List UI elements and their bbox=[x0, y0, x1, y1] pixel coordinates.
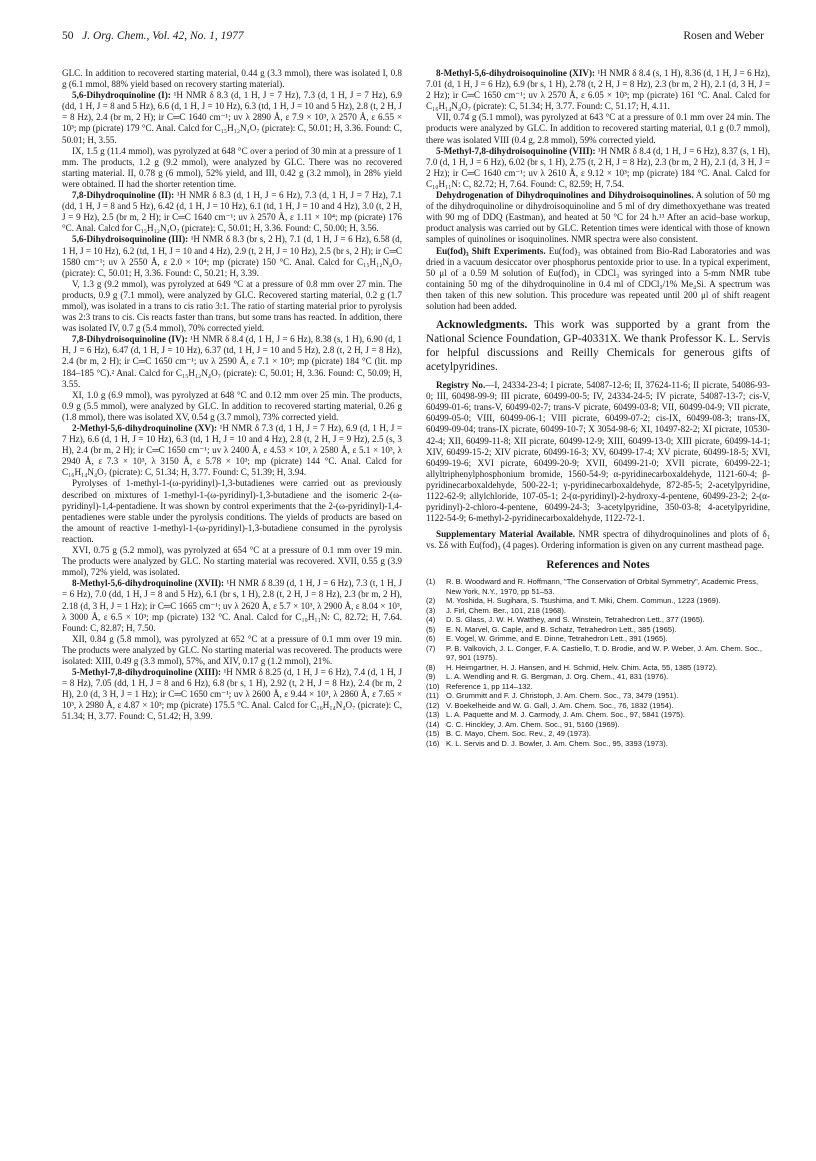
reference-text: M. Yoshida, H. Sugihara, S. Tsushima, and T. Miki, Chem. Commun., 1223 (1969). bbox=[446, 596, 721, 606]
reference-item bbox=[426, 577, 770, 596]
reference-text: B. C. Mayo, Chem. Soc. Rev., 2, 49 (1973). bbox=[446, 729, 591, 739]
reference-text: O. Grummitt and F. J. Christoph, J. Am. Chem. Soc., 73, 3479 (1951). bbox=[446, 691, 679, 701]
paragraph-text: ¹H NMR δ 8.4 (d, 1 H, J = 6 Hz), 8.37 (s, 1 H), 7.0 (d, 1 H, J = 6 Hz), 6.02 (br s, 1 H), 2.75 (t, 2 H, J = 8 Hz), 2.3 (br m, 2 H), 2.1 (d, 3 H, J = 2 Hz); ir C═C 1640 cm⁻¹; uv λ 2610 Å, ε 9.12 × 10³; mp (picrate) 184 °C. Anal. Calcd for C₁₀H₁₁N: C, 82.72; H, 7.64. Found: C, 82.59; H, 7.54. bbox=[426, 145, 770, 189]
reference-number: (16) bbox=[426, 738, 440, 748]
right-paragraphs bbox=[426, 68, 770, 312]
paragraph-text: Pyrolyses of 1-methyl-1-(ω-pyridinyl)-1,3-butadienes were carried out as previously described on mixtures of 1-methyl-1-(ω-pyridinyl)-1,3-butadiene and the isomeric 2-(ω-pyridinyl)-1,4-pentadiene. It was shown by control experiments that the 2-(ω-pyridinyl)-1,4-pentadienes were stable under the pyrolysis conditions. The yields of products are based on the amount of reactive 1-methyl-1-(ω-pyridinyl)-1,3-butadiene consumed in the pyrolysis reaction. bbox=[62, 478, 402, 544]
compound-heading: 5,6-Dihydroisoquinoline (III): bbox=[72, 234, 189, 245]
paragraph bbox=[426, 68, 770, 112]
paragraph-text: ¹H NMR δ 8.3 (br s, 2 H), 7.1 (d, 1 H, J = 6 Hz), 6.58 (d, 1 H, J = 10 Hz), 6.2 (td, 1 H, J = 10 and 4 Hz), 2.9 (t, 2 H, J = 10 Hz), 2.5 (br s, 2 H); ir C═C 1580 cm⁻¹; uv λ 2550 Å, ε 2.0 × 10⁴; mp (picrate) 150 °C. Anal. Calcd for C₁₅H₁₂N₄O₇ (picrate): C, 50.01; H, 3.36. Found: C, 50.21; H, 3.39. bbox=[62, 234, 402, 278]
reference-number: (6) bbox=[426, 634, 436, 644]
reference-text: H. Heimgartner, H. J. Hansen, and H. Schmid, Helv. Chim. Acta, 55, 1385 (1972). bbox=[446, 662, 718, 672]
reference-item bbox=[426, 682, 770, 692]
running-header bbox=[62, 30, 764, 48]
reference-item bbox=[426, 691, 770, 701]
acknowledgments-text: This work was supported by a grant from the National Science Foundation, GP-40331X. We thank Professor K. L. Servis for helpful discussions and Reilly Chemicals for generous gifts of acetylpyridines. bbox=[426, 319, 770, 374]
reference-item bbox=[426, 625, 770, 635]
left-column bbox=[62, 68, 402, 723]
supplementary-text: NMR spectra of dihydroquinolines and plots of δ₁ vs. Σδ with Eu(fod)₃ (4 pages). Ordering information is given on any current masthead page. bbox=[426, 529, 770, 551]
reference-item bbox=[426, 710, 770, 720]
paragraph-text: ¹H NMR δ 8.3 (d, 1 H, J = 7 Hz), 7.3 (d, 1 H, J = 7 Hz), 6.9 (dd, 1 H, J = 8 and 5 Hz), 6.6 (d, 1 H, J = 10 Hz), 6.3 (td, 1 H, J = 10 and 5 Hz), 2.8 (t, 2 H, J = 8 Hz), 2.4 (br m, 2 H); ir C═C 1640 cm⁻¹; uv λ 2890 Å, ε 7.9 × 10³, λ 2570 Å, ε 6.55 × 10³; mp (picrate) 179 °C. Anal. Calcd for C₁₅H₁₂N₄O₇ (picrate): C, 50.01; H, 3.36. Found: C, 50.01; H, 3.55. bbox=[62, 90, 402, 145]
paragraph bbox=[62, 390, 402, 423]
reference-number: (1) bbox=[426, 577, 436, 587]
compound-heading: 8-Methyl-5,6-dihydroquinoline (XVII): bbox=[72, 578, 225, 589]
paragraph-text: A solution of 50 mg of the dihydroquinoline or dihydroisoquinoline and 5 ml of dry dimethoxyethane was treated with 90 mg of DDQ (Eastman), and heated at 50 °C for 24 h.¹³ After an acid–base workup, product analysis was carried out by GLC. Retention times were identical with those of known samples of quinolines or isoquinolines. NMR spectra were also consistent. bbox=[426, 190, 771, 245]
acknowledgments bbox=[426, 318, 770, 374]
reference-text: L. A. Wendling and R. G. Bergman, J. Org. Chem., 41, 831 (1976). bbox=[446, 672, 669, 682]
reference-text: E. N. Marvel, G. Caple, and B. Schatz, Tetrahedron Lett., 385 (1965). bbox=[446, 624, 677, 634]
paragraph bbox=[62, 146, 402, 190]
reference-text: K. L. Servis and D. J. Bowler, J. Am. Chem. Soc., 95, 3393 (1973). bbox=[446, 738, 668, 748]
reference-item bbox=[426, 606, 770, 616]
registry-label: Registry No. bbox=[436, 380, 486, 391]
reference-item bbox=[426, 701, 770, 711]
compound-heading: 8-Methyl-5,6-dihydroisoquinoline (XIV): bbox=[436, 68, 596, 78]
reference-number: (7) bbox=[426, 643, 436, 653]
paragraph bbox=[62, 90, 402, 145]
reference-number: (3) bbox=[426, 605, 436, 615]
reference-item bbox=[426, 634, 770, 644]
paragraph bbox=[62, 423, 402, 478]
reference-number: (13) bbox=[426, 710, 440, 720]
paragraph-text: GLC. In addition to recovered starting material, 0.44 g (3.3 mmol), there was isolated I, 0.8 g (6.1 mmol, 88% yield based on recovery starting material). bbox=[62, 68, 402, 90]
compound-heading: 5-Methyl-7,8-dihydroquinoline (XIII): bbox=[72, 667, 222, 678]
reference-item bbox=[426, 596, 770, 606]
page-number: 50 bbox=[62, 30, 74, 42]
compound-heading: Eu(fod)₃ Shift Experiments. bbox=[436, 245, 546, 256]
paragraph-text: ¹H NMR δ 8.25 (d, 1 H, J = 6 Hz), 7.4 (d, 1 H, J = 8 Hz), 7.05 (dd, 1 H, J = 8 and 6 Hz), 6.8 (br s, 1 H), 2.92 (t, 2 H, J = 8 Hz), 2.4 (br m, 2 H), 2.0 (d, 3 H, J = 1 Hz); ir C═C 1650 cm⁻¹; uv λ 2600 Å, ε 9.44 × 10³, λ 2860 Å, ε 7.65 × 10³, λ 2980 Å, ε 4.87 × 10³; mp (picrate) 175.5 °C. Anal. Calcd for C₁₆H₁₄N₄O₇ (picrate): C, 51.34; H, 3.77. Found: C, 51.42; H, 3.99. bbox=[62, 667, 402, 722]
compound-heading: Dehydrogenation of Dihydroquinolines and Dihydroisoquinolines. bbox=[436, 190, 694, 201]
reference-text: E. Vogel, W. Grimme, and E. Dinne, Tetrahedron Lett., 391 (1965). bbox=[446, 634, 668, 644]
paragraph-text: VII, 0.74 g (5.1 mmol), was pyrolyzed at 643 °C at a pressure of 0.1 mm over 24 min. The products were analyzed by GLC. In addition to recovered starting material, 0.1 g (0.7 mmol), there was isolated VIII (0.4 g, 2.8 mmol), 59% corrected yield. bbox=[426, 112, 770, 145]
paragraph-text: ¹H NMR δ 8.39 (d, 1 H, J = 6 Hz), 7.3 (t, 1 H, J = 6 Hz), 7.0 (dd, 1 H, J = 8 and 5 Hz), 6.1 (br s, 1 H), 2.8 (t, 2 H, J = 8 Hz), 2.3 (br m, 2 H), 2.18 (d, 3 H, J = 1 Hz); ir C═C 1665 cm⁻¹; uv λ 2620 Å, ε 5.7 × 10³, λ 2900 Å, ε 8.04 × 10³, λ 3000 Å, ε 6.5 × 10³; mp (picrate) 132 °C. Anal. Calcd for C₁₀H₁₁N: C, 82.72; H, 7.64. Found: C, 82.87; H, 7.50. bbox=[62, 578, 402, 633]
compound-heading: 7,8-Dihydroisoquinoline (IV): bbox=[72, 334, 188, 345]
acknowledgments-label: Acknowledgments. bbox=[436, 319, 528, 332]
reference-text: R. B. Woodward and R. Hoffmann, "The Conservation of Orbital Symmetry", Academic Press, New York, N.Y., 1970, pp 51–53. bbox=[446, 577, 759, 596]
supplementary-label: Supplementary Material Available. bbox=[436, 529, 575, 540]
reference-number: (5) bbox=[426, 624, 436, 634]
paragraph bbox=[62, 578, 402, 633]
paragraph-text: Eu(fod)₃ was obtained from Bio-Rad Laboratories and was dried in a vacuum desiccator over phosphorus pentoxide prior to use. In a typical experiment, 50 μl of a 0.59 M solution of Eu(fod)₃ in CDCl₃ was syringed into a 5-mm NMR tube containing 50 mg of the dihydroquinoline in 0.4 ml of CDCl₃/1% Me₄Si. A spectrum was then taken of this new solution. This procedure was repeated until 200 μl of shift reagent solution had been added. bbox=[426, 245, 770, 311]
reference-item bbox=[426, 663, 770, 673]
journal-citation: J. Org. Chem., Vol. 42, No. 1, 1977 bbox=[82, 30, 244, 42]
reference-item bbox=[426, 729, 770, 739]
reference-item bbox=[426, 644, 770, 663]
registry-text: —I, 24334-23-4; I picrate, 54087-12-6; II, 37624-11-6; II picrate, 54086-93-0; III, 60498-99-9; III picrate, 60499-00-5; IV, 24334-24-5; IV picrate, 54087-13-7; cis-V, 60499-01-6; trans-V, 60499-02-7; trans-V picrate, 60499-03-8; VII, 60499-04-9; VII picrate, 60499-05-0; VIII, 60499-06-1; VIII picrate, 60499-07-2; cis-IX, 60499-08-3; trans-IX, 60499-09-04; trans-IX picrate, 60499-10-7; X 3054-98-6; XI, 10497-82-2; XI picrate, 10530-42-4; XII, 60499-11-8; XII picrate, 60499-12-9; XIII, 60499-13-0; XIII picrate, 60499-14-1; XIV, 60499-15-2; XIV picrate, 60499-16-3; XV, 60499-17-4; XV picrate, 60499-18-5; XVI, 60499-19-6; XVI picrate, 60499-20-9; XVII, 60499-21-0; XVII picrate, 60499-22-1; allyltriphenylphosphonium bromide, 1560-54-9; α-pyridinecarboxaldehyde, 1121-60-4; β-pyridinecarboxaldehyde, 500-22-1; γ-pyridinecarboxaldehyde, 872-85-5; 2-acetylpyridine, 1122-62-9; allylchloride, 107-05-1; 2-(α-pyridinyl)-2-hydroxy-4-pentene, 60499-23-2; 2-(α-pyridinyl)-2-chloro-4-pentene, 60499-24-3; 3-acetylpyridine, 350-03-8; 4-acetylpyridine, 1122-54-9; 6-methyl-2-pyridinecarboxaldehyde, 1122-72-1. bbox=[426, 380, 771, 524]
paragraph bbox=[62, 667, 402, 722]
paragraph bbox=[62, 279, 402, 334]
paragraph bbox=[62, 334, 402, 389]
reference-text: L. A. Paquette and M. J. Carmody, J. Am. Chem. Soc., 97, 5841 (1975). bbox=[446, 710, 685, 720]
reference-item bbox=[426, 739, 770, 749]
paragraph bbox=[426, 246, 770, 313]
compound-heading: 5-Methyl-7,8-dihydroisoquinoline (VIII): bbox=[436, 145, 596, 156]
paragraph bbox=[62, 234, 402, 278]
paragraph-text: ¹H NMR δ 7.3 (d, 1 H, J = 7 Hz), 6.9 (d, 1 H, J = 7 Hz), 6.6 (d, 1 H, J = 10 Hz), 6.3 (td, 1 H, J = 10 and 4 Hz), 2.8 (t, 2 H, J = 9 Hz), 2.5 (s, 3 H), 2.4 (br m, 2 H); ir C═C 1650 cm⁻¹; uv λ 2400 Å, ε 4.53 × 10³, λ 2580 Å, ε 5.1 × 10³, λ 2940 Å, ε 7.3 × 10³, λ 3150 Å, ε 5.78 × 10³; mp (picrate) 144 °C. Anal. Calcd for C₁₆H₁₄N₄O₇ (picrate): C, 51.34; H, 3.77. Found: C, 51.39; H, 3.94. bbox=[62, 423, 403, 478]
reference-number: (9) bbox=[426, 672, 436, 682]
compound-heading: 7,8-Dihydroquinoline (II): bbox=[72, 190, 175, 201]
compound-heading: 5,6-Dihydroquinoline (I): bbox=[72, 90, 171, 101]
paragraph-text: XVI, 0.75 g (5.2 mmol), was pyrolyzed at 654 °C at a pressure of 0.1 mm over 19 min. The products were analyzed by GLC. No starting material was recovered. XVII, 0.55 g (3.9 mmol), 72% yield, was isolated. bbox=[62, 545, 402, 578]
paragraph bbox=[426, 146, 770, 190]
paragraph bbox=[426, 190, 770, 245]
paragraph-text: ¹H NMR δ 8.3 (d, 1 H, J = 6 Hz), 7.3 (d, 1 H, J = 7 Hz), 7.1 (dd, 1 H, J = 8 and 5 Hz), 6.42 (d, 1 H, J = 10 Hz), 6.1 (td, 1 H, J = 10 and 4 Hz), 3.0 (t, 2 H, J = 9 Hz), 2.5 (br m, 2 H); ir C═C 1640 cm⁻¹; uv λ 2570 Å, ε 1.11 × 10⁴; mp (picrate) 176 °C. Anal. Calcd for C₁₅H₁₂N₄O₇ (picrate): C, 50.01; H, 3.36. Found: C, 50.00; H, 3.56. bbox=[62, 190, 402, 234]
reference-number: (11) bbox=[426, 691, 439, 701]
reference-number: (15) bbox=[426, 729, 440, 739]
paragraph-text: ¹H NMR δ 8.4 (d, 1 H, J = 6 Hz), 8.38 (s, 1 H), 6.90 (d, 1 H, J = 6 Hz), 6.47 (d, 1 H, J = 10 Hz), 6.37 (td, 1 H, J = 10 and 5 Hz), 2.8 (t, 2 H, J = 8 Hz), 2.4 (br m, 2 H); ir C═C 1650 cm⁻¹; uv λ 2590 Å, ε 7.1 × 10³; mp (picrate) 184 °C (lit. mp 184–185 °C).² Anal. Calcd for C₁₅H₁₂N₄O₇ (picrate): C, 50.01; H, 3.36. Found: C, 50.09; H, 3.55. bbox=[62, 334, 402, 389]
paragraph-text: IX, 1.5 g (11.4 mmol), was pyrolyzed at 648 °C over a period of 30 min at a pressure of 1 mm. The products, 1.2 g (9.2 mmol), were analyzed by GLC. There was no recovered starting material. II, 0.78 g (6 mmol), 52% yield, and III, 0.42 g (3.2 mmol), in 28% yield were obtained. II had the shorter retention time. bbox=[62, 145, 402, 189]
reference-number: (10) bbox=[426, 681, 440, 691]
reference-text: P. B. Valkovich, J. L. Conger, F. A. Castiello, T. D. Brodie, and W. P. Weber, J. Am. Chem. Soc., 97, 901 (1975). bbox=[446, 643, 762, 663]
reference-text: D. S. Glass, J. W. H. Watthey, and S. Winstein, Tetrahedron Lett., 377 (1965). bbox=[446, 615, 705, 625]
page-header-left bbox=[62, 30, 244, 42]
paragraph bbox=[62, 478, 402, 545]
paragraph-text: ¹H NMR δ 8.4 (s, 1 H), 8.36 (d, 1 H, J = 6 Hz), 7.01 (d, 1 H, J = 6 Hz), 6.9 (br s, 1 H), 2.78 (t, 2 H, J = 8 Hz), 2.3 (br m, 2 H), 2.1 (d, 3 H, J = 2 Hz); ir C═C 1650 cm⁻¹; uv λ 2570 Å, ε 6.05 × 10³; mp (picrate) 161 °C. Anal. Calcd for C₁₆H₁₄N₄O₇ (picrate): C, 51.34; H, 3.77. Found: C, 51.17; H, 4.11. bbox=[426, 68, 770, 112]
running-authors: Rosen and Weber bbox=[683, 30, 764, 42]
paragraph-text: XII, 0.84 g (5.8 mmol), was pyrolyzed at 652 °C at a pressure of 0.1 mm over 19 min. The products were analyzed by GLC. No starting material was recovered. The products were isolated: XIII, 0.49 g (3.3 mmol), 57%, and XIV, 0.17 g (1.2 mmol), 21%. bbox=[62, 633, 402, 666]
reference-text: J. Firl, Chem. Ber., 101, 218 (1968). bbox=[446, 605, 566, 615]
paragraph bbox=[62, 634, 402, 667]
reference-number: (4) bbox=[426, 615, 436, 625]
paragraph-text: XI, 1.0 g (6.9 mmol), was pyrolyzed at 648 °C and 0.12 mm over 25 min. The products, 0.9 g (5.5 mmol), were analyzed by GLC. In addition to recovered starting material, 0.26 g (1.8 mmol), there was isolated XV, 0.54 g (3.7 mmol), 73% corrected yield. bbox=[62, 389, 402, 422]
reference-item bbox=[426, 672, 770, 682]
paragraph bbox=[426, 112, 770, 145]
right-column bbox=[426, 68, 770, 748]
reference-number: (12) bbox=[426, 700, 440, 710]
reference-number: (14) bbox=[426, 719, 440, 729]
reference-number: (8) bbox=[426, 662, 436, 672]
compound-heading: 2-Methyl-5,6-dihydroquinoline (XV): bbox=[72, 423, 218, 433]
supplementary-material bbox=[426, 529, 770, 551]
paragraph bbox=[62, 545, 402, 578]
reference-number: (2) bbox=[426, 596, 436, 606]
paragraph-text: V, 1.3 g (9.2 mmol), was pyrolyzed at 649 °C at a pressure of 0.8 mm over 27 min. The products, 0.9 g (7.1 mmol), were analyzed by GLC. Recovered starting material, 0.2 g (1.7 mmol), was isolated in a trans to cis ratio 3:1. The ratio of starting material prior to pyrolysis was 2:3 trans to cis. Cis reacts faster than trans, but some trans has reacted. In addition, there was isolated IV, 0.7 g (5.4 mmol), 70% corrected yield. bbox=[62, 278, 402, 334]
reference-text: C. C. Hinckley, J. Am. Chem. Soc., 91, 5160 (1969). bbox=[446, 719, 620, 729]
registry-numbers bbox=[426, 380, 770, 524]
paragraph bbox=[62, 68, 402, 90]
reference-item bbox=[426, 720, 770, 730]
reference-text: Reference 1, pp 114–132. bbox=[446, 681, 533, 691]
reference-item bbox=[426, 615, 770, 625]
references-list bbox=[426, 577, 770, 748]
references-heading: References and Notes bbox=[546, 559, 650, 572]
reference-text: V. Boekelheide and W. G. Gall, J. Am. Chem. Soc., 76, 1832 (1954). bbox=[446, 700, 674, 710]
paragraph bbox=[62, 190, 402, 234]
